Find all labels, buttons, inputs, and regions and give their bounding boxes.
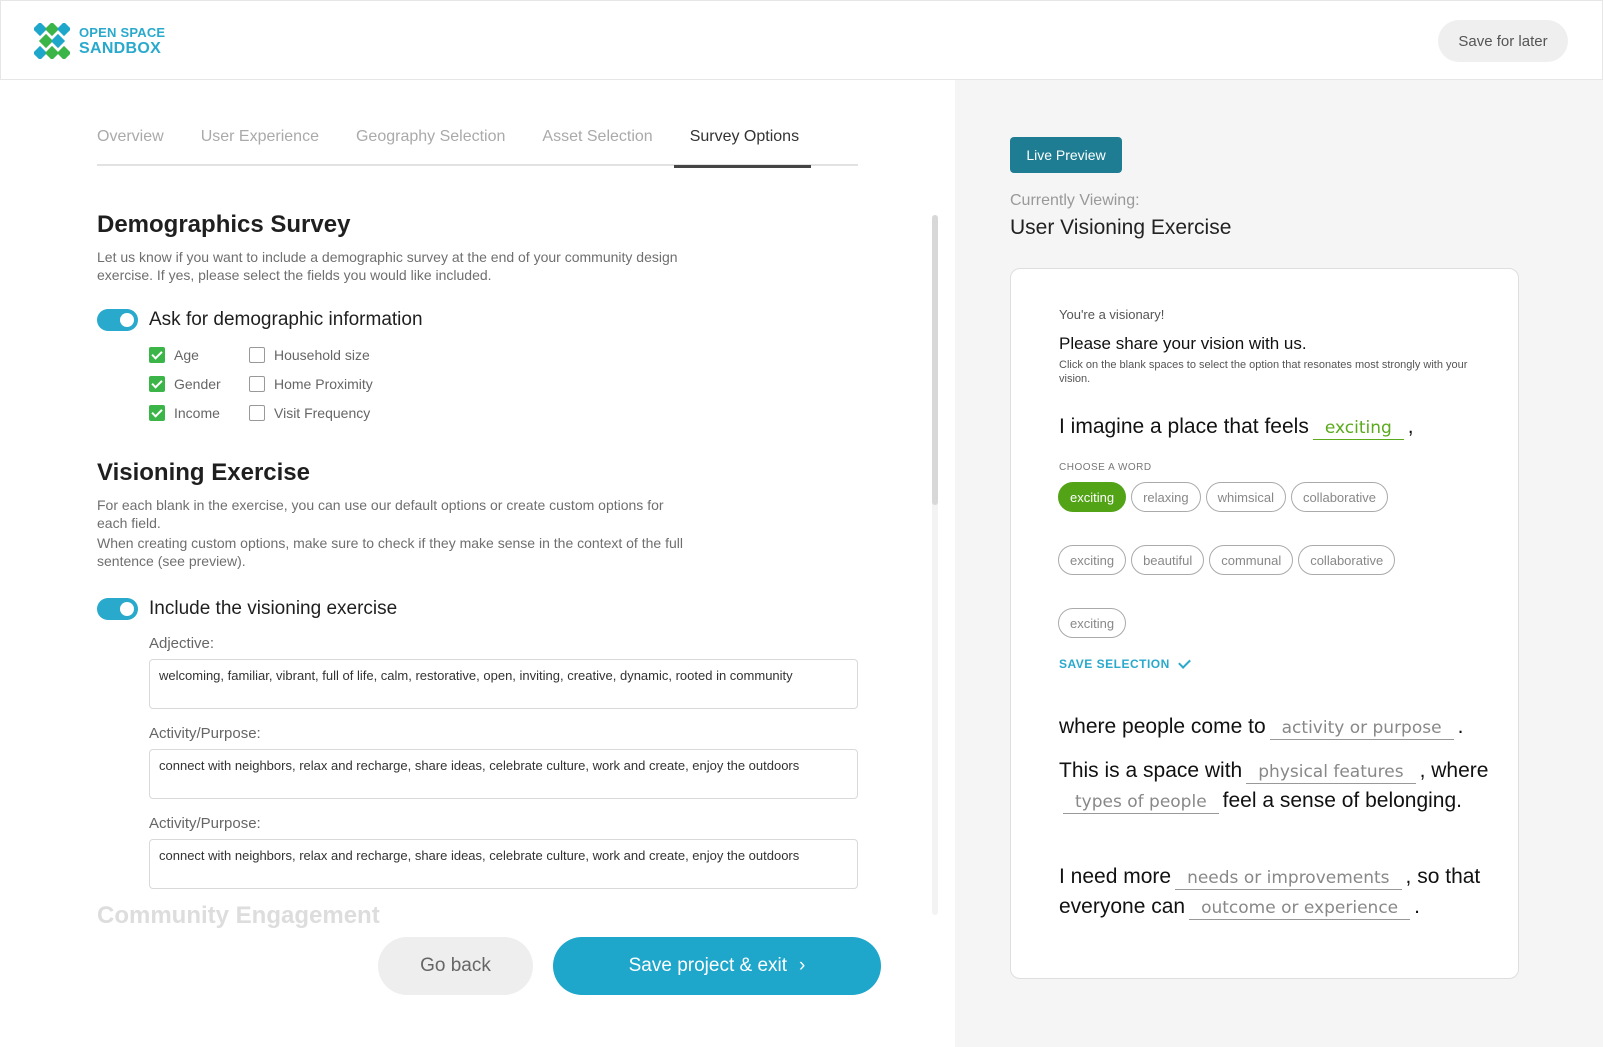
blank-types-of-people[interactable]: types of people xyxy=(1063,791,1219,814)
sentence-text: I need more xyxy=(1059,865,1172,888)
checkbox-checked-icon xyxy=(149,347,165,363)
sentence-4 xyxy=(1059,862,1489,922)
blank-physical-features[interactable]: physical features xyxy=(1246,761,1415,784)
adjective-label: Adjective: xyxy=(149,635,215,652)
demographics-description: Let us know if you want to include a demographic survey at the end of your community design exercise. If yes, please select the fields you would like included. xyxy=(97,249,678,283)
demographics-toggle-label: Ask for demographic information xyxy=(149,309,423,330)
sentence-text: I imagine a place that feels xyxy=(1059,415,1309,438)
chip-option[interactable]: exciting xyxy=(1058,545,1126,575)
blank-needs-improvements[interactable]: needs or improvements xyxy=(1175,867,1401,890)
checkbox-home-proximity[interactable] xyxy=(249,375,409,392)
choose-word-label: CHOOSE A WORD xyxy=(1059,462,1152,473)
chip-row-3 xyxy=(1058,608,1131,638)
checkbox-label: Home Proximity xyxy=(274,375,373,392)
top-header xyxy=(0,0,1603,80)
chip-row-2 xyxy=(1058,545,1400,575)
visioning-description-2: When creating custom options, make sure to check if they make sense in the context of the full sentence (see preview). xyxy=(97,535,683,569)
demographics-toggle-row xyxy=(97,309,423,331)
preview-heading: Please share your vision with us. xyxy=(1059,334,1307,353)
sentence-2 xyxy=(1059,712,1489,742)
chip-row-1 xyxy=(1058,482,1393,512)
sentence-text: This is a space with xyxy=(1059,759,1243,782)
preview-kicker: You're a visionary! xyxy=(1059,307,1165,322)
chip-option[interactable]: exciting xyxy=(1058,608,1126,638)
sentence-text: feel a sense of belonging. xyxy=(1222,789,1463,812)
sentence-text: , so that everyone can xyxy=(1059,865,1481,918)
blank-outcome-experience[interactable]: outcome or experience xyxy=(1189,897,1410,920)
sentence-1 xyxy=(1059,412,1489,442)
sentence-text: , xyxy=(1407,415,1414,438)
save-project-exit-button[interactable] xyxy=(553,937,881,995)
preview-panel xyxy=(955,80,1603,1047)
tab-asset-selection[interactable]: Asset Selection xyxy=(542,128,653,145)
checkbox-label: Income xyxy=(174,404,220,421)
demographic-fields xyxy=(149,346,409,421)
checkbox-age[interactable] xyxy=(149,346,249,363)
blank-adjective[interactable]: exciting xyxy=(1313,417,1404,440)
logo-line1: OPEN SPACE xyxy=(79,24,166,40)
checkbox-household-size[interactable] xyxy=(249,346,409,363)
activity-purpose-label-2: Activity/Purpose: xyxy=(149,815,261,832)
visioning-toggle[interactable] xyxy=(97,598,138,620)
sentence-text: . xyxy=(1414,895,1420,918)
blank-activity-purpose[interactable]: activity or purpose xyxy=(1270,717,1454,740)
checkbox-income[interactable] xyxy=(149,404,249,421)
demographics-toggle[interactable] xyxy=(97,309,138,331)
visioning-title: Visioning Exercise xyxy=(97,459,310,486)
chip-option[interactable]: collaborative xyxy=(1291,482,1388,512)
chip-option[interactable]: collaborative xyxy=(1298,545,1395,575)
go-back-button[interactable]: Go back xyxy=(378,937,533,995)
step-tabs xyxy=(97,126,858,166)
chip-option[interactable]: whimsical xyxy=(1206,482,1286,512)
save-selection-button[interactable] xyxy=(1059,657,1190,671)
adjective-options-input[interactable] xyxy=(149,659,858,709)
activity-purpose-input-1[interactable] xyxy=(149,749,858,799)
demographics-title: Demographics Survey xyxy=(97,211,351,238)
chip-option[interactable]: exciting xyxy=(1058,482,1126,512)
checkbox-label: Age xyxy=(174,346,199,363)
logo-line2: SANDBOX xyxy=(79,39,162,57)
sentence-text: . xyxy=(1457,715,1464,738)
check-icon xyxy=(1178,656,1191,669)
sentence-text: where people come to xyxy=(1059,715,1266,738)
currently-viewing-value: User Visioning Exercise xyxy=(1010,216,1232,239)
checkbox-label: Gender xyxy=(174,375,221,392)
activity-purpose-label-1: Activity/Purpose: xyxy=(149,725,261,742)
activity-purpose-input-2[interactable] xyxy=(149,839,858,889)
save-project-exit-label: Save project & exit xyxy=(628,955,788,976)
checkbox-visit-frequency[interactable] xyxy=(249,404,409,421)
logo-mark-icon xyxy=(34,23,70,59)
scrollbar-thumb[interactable] xyxy=(932,215,938,505)
logo[interactable] xyxy=(34,23,165,59)
checkbox-label: Household size xyxy=(274,346,370,363)
checkbox-unchecked-icon xyxy=(249,405,265,421)
chip-option[interactable]: beautiful xyxy=(1131,545,1204,575)
chip-option[interactable]: communal xyxy=(1209,545,1293,575)
checkbox-label: Visit Frequency xyxy=(274,404,371,421)
checkbox-unchecked-icon xyxy=(249,347,265,363)
sentence-text: , where xyxy=(1419,759,1489,782)
visioning-description-1: For each blank in the exercise, you can use our default options or create custom options for each field. xyxy=(97,497,664,531)
live-preview-button[interactable]: Live Preview xyxy=(1010,137,1122,173)
community-engagement-title: Community Engagement xyxy=(97,902,380,929)
checkbox-gender[interactable] xyxy=(149,375,249,392)
sentence-3 xyxy=(1059,756,1489,816)
checkbox-checked-icon xyxy=(149,376,165,392)
chevron-right-icon: › xyxy=(799,955,806,976)
editor-panel xyxy=(0,80,955,1047)
tab-survey-options[interactable]: Survey Options xyxy=(690,126,799,166)
chip-option[interactable]: relaxing xyxy=(1131,482,1201,512)
preview-subtext: Click on the blank spaces to select the option that resonates most strongly with your vision. xyxy=(1059,359,1468,385)
preview-card xyxy=(1010,268,1519,979)
save-selection-label: SAVE SELECTION xyxy=(1059,657,1170,671)
visioning-toggle-row xyxy=(97,598,397,620)
visioning-toggle-label: Include the visioning exercise xyxy=(149,598,398,619)
tab-user-experience[interactable]: User Experience xyxy=(200,128,319,145)
tab-geography-selection[interactable]: Geography Selection xyxy=(355,128,506,145)
checkbox-unchecked-icon xyxy=(249,376,265,392)
checkbox-checked-icon xyxy=(149,405,165,421)
currently-viewing-label: Currently Viewing: xyxy=(1010,192,1140,209)
save-for-later-button[interactable]: Save for later xyxy=(1438,20,1568,62)
tab-overview[interactable]: Overview xyxy=(97,128,164,145)
